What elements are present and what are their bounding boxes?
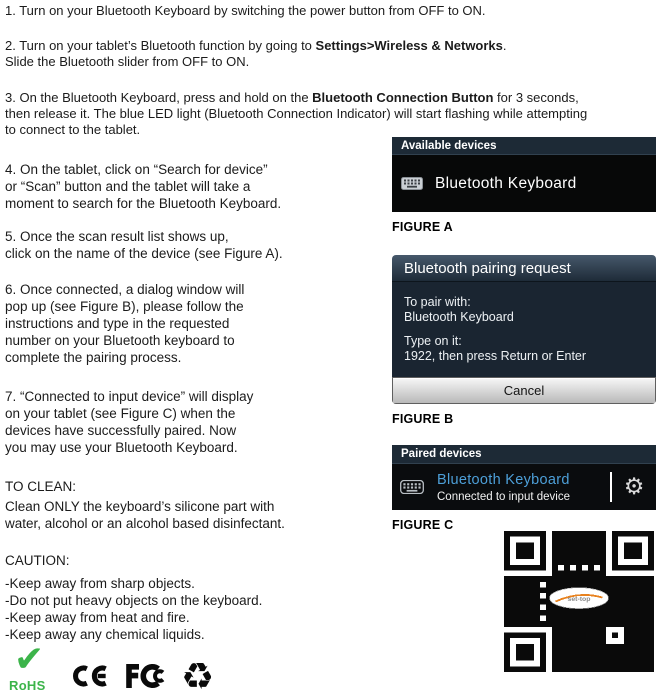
paired-device-row[interactable] [392,464,656,510]
figure-b-label: FIGURE B [392,412,454,426]
keyboard-icon [401,177,423,190]
pairing-dialog-body [392,282,656,377]
step-1-text: 1. Turn on your Bluetooth Keyboard by switching the power button from OFF to ON. [5,3,486,18]
rohs-mark [8,639,54,695]
figure-a-label: FIGURE A [392,220,453,234]
pairing-dialog-title [392,255,656,282]
gear-icon[interactable]: ⚙ [623,474,645,500]
figure-b [392,255,656,426]
figure-c [392,445,656,532]
caution-list: -Keep away from sharp objects. -Do not put heavy objects on the keyboard. -Keep away from heat and fire. -Keep away any chemical liquids. [5,576,263,642]
type-on-it-label: Type on it: [404,334,462,348]
device-list-item[interactable] [392,155,656,212]
recycle-icon: ♻ [181,655,215,698]
to-clean-heading: TO CLEAN: [5,479,77,494]
keyboard-icon [400,480,424,494]
paired-devices-title: Paired devices [401,448,482,460]
caution-heading: CAUTION: [5,553,70,568]
paired-device-status: Connected to input device [437,490,570,503]
instructions-left-column [5,161,389,643]
step-4-text: 4. On the tablet, click on “Search for device” or “Scan” button and the tablet will take a moment to search for the Bluetooth Keyboard. [5,162,282,211]
svg-text:set-top: set-top [567,596,591,603]
qr-code [504,531,654,677]
step-7-text: 7. “Connected to input device” will display on your tablet (see Figure C) when the devices have successfully paired. Now you may use your Bluetooth Keyboard. [5,389,254,455]
step-2-text: 2. Turn on your tablet’s Bluetooth function by going to Settings>Wireless & Networks. Slide the Bluetooth slider from OFF to ON. [5,38,507,69]
pair-with-label: To pair with: [404,295,471,309]
paired-devices-header [392,445,656,464]
figure-c-label: FIGURE C [392,518,454,532]
rohs-label: RoHS [9,678,46,693]
to-clean-text: Clean ONLY the keyboard’s silicone part with water, alcohol or an alcohol based disinfectant. [5,499,285,531]
step-5-text: 5. Once the scan result list shows up, click on the name of the device (see Figure A). [5,229,283,261]
available-devices-header [392,137,656,155]
certification-marks [8,639,215,698]
paired-device-name: Bluetooth Keyboard [437,471,570,488]
figure-a [392,137,656,234]
step-3-text: 3. On the Bluetooth Keyboard, press and hold on the Bluetooth Connection Button for 3 seconds, then release it. The blue LED light (Bluetooth Connection Indicator) will start flashing while attempting to connect to the tablet. [5,90,588,137]
ce-mark-icon [68,660,110,692]
cancel-button[interactable] [392,377,656,404]
device-name: Bluetooth Keyboard [435,174,577,192]
instructions-top [5,3,655,138]
available-devices-title: Available devices [401,139,497,152]
pairing-code: 1922, then press Return or Enter [404,349,587,363]
pair-with-device: Bluetooth Keyboard [404,310,514,324]
rohs-check-icon: ✔ [14,639,45,680]
pairing-dialog-title-text: Bluetooth pairing request [404,259,571,277]
fcc-mark-icon [123,658,171,694]
cancel-button-label: Cancel [503,383,545,398]
step-6-text: 6. Once connected, a dialog window will pop up (see Figure B), please follow the instructions and type in the requested number on your Bluetooth keyboard to complete the pairing process. [5,282,245,365]
